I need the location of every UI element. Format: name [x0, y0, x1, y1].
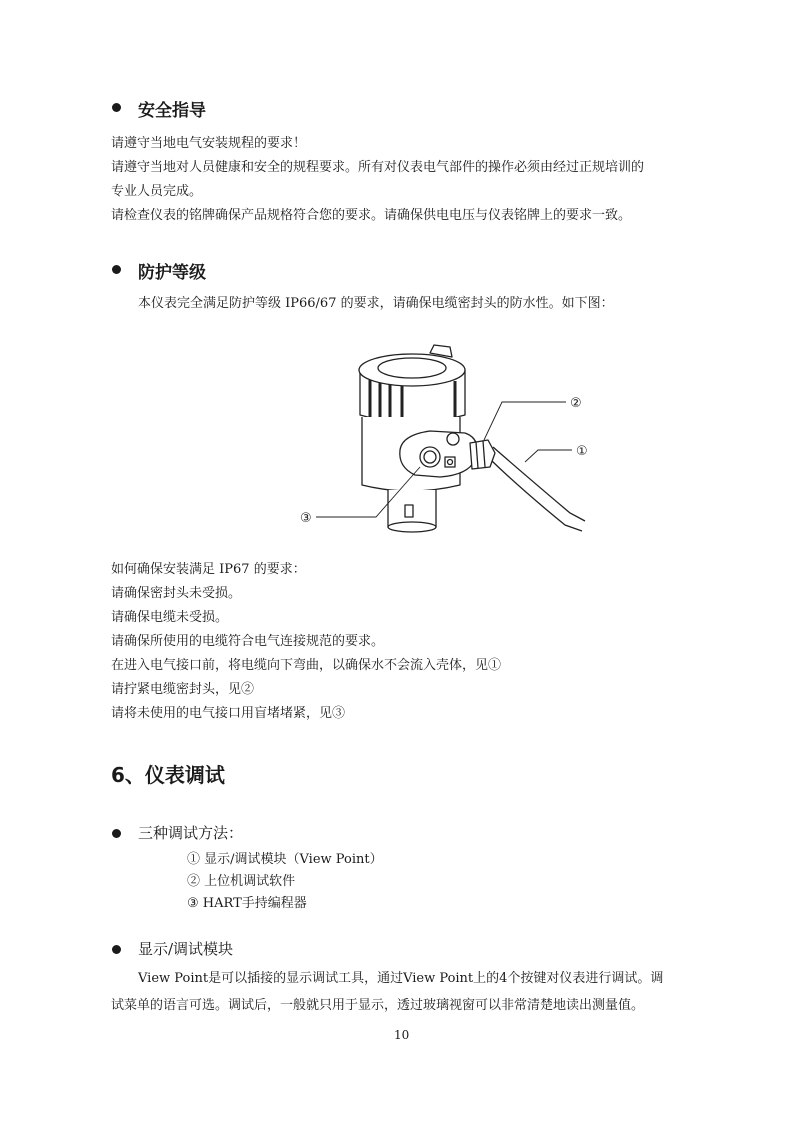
section-title-6: 6、仪表调试: [111, 763, 225, 787]
safety-line-3: 专业人员完成。: [111, 184, 203, 199]
ip67-line-5: 在进入电气接口前，将电缆向下弯曲，以确保水不会流入壳体，见①: [111, 658, 502, 673]
method-item-2: ② 上位机调试软件: [187, 874, 296, 889]
ip67-line-1: 如何确保安装满足 IP67 的要求：: [111, 562, 306, 577]
display-module-line-1: View Point是可以插接的显示调试工具，通过View Point上的4个按键对仪表进行调试。调: [138, 971, 664, 986]
ip67-line-4: 请确保所使用的电缆符合电气连接规范的要求。: [111, 634, 385, 649]
safety-line-1: 请遵守当地电气安装规程的要求！: [111, 136, 307, 151]
bullet-icon: [112, 829, 121, 838]
section-heading-protection: 防护等级: [138, 263, 206, 283]
display-module-heading: 显示/调试模块: [138, 940, 234, 958]
bullet-icon: [112, 103, 121, 112]
methods-heading: 三种调试方法：: [138, 824, 244, 842]
bullet-icon: [112, 945, 121, 954]
ip67-line-3: 请确保电缆未受损。: [111, 610, 229, 625]
bullet-icon: [112, 265, 121, 274]
safety-line-4: 请检查仪表的铭牌确保产品规格符合您的要求。请确保供电电压与仪表铭牌上的要求一致。: [111, 208, 632, 223]
figure-label-1: ①: [576, 444, 588, 459]
method-item-3: ③ HART手持编程器: [187, 896, 307, 911]
instrument-housing-figure: [290, 335, 610, 540]
page-number: 10: [394, 1028, 410, 1042]
ip67-line-7: 请将未使用的电气接口用盲堵堵紧，见③: [111, 706, 346, 721]
figure-label-3: ③: [300, 511, 312, 526]
ip67-line-2: 请确保密封头未受损。: [111, 586, 242, 601]
protection-intro: 本仪表完全满足防护等级 IP66/67 的要求，请确保电缆密封头的防水性。如下图：: [138, 296, 614, 311]
section-heading-safety: 安全指导: [138, 101, 206, 121]
method-item-1: ① 显示/调试模块（View Point）: [187, 852, 383, 867]
figure-label-2: ②: [570, 396, 582, 411]
safety-line-2: 请遵守当地对人员健康和安全的规程要求。所有对仪表电气部件的操作必须由经过正规培训的: [111, 160, 645, 175]
display-module-line-2: 试菜单的语言可选。调试后，一般就只用于显示，透过玻璃视窗可以非常清楚地读出测量值。: [111, 998, 645, 1013]
ip67-line-6: 请拧紧电缆密封头，见②: [111, 682, 255, 697]
